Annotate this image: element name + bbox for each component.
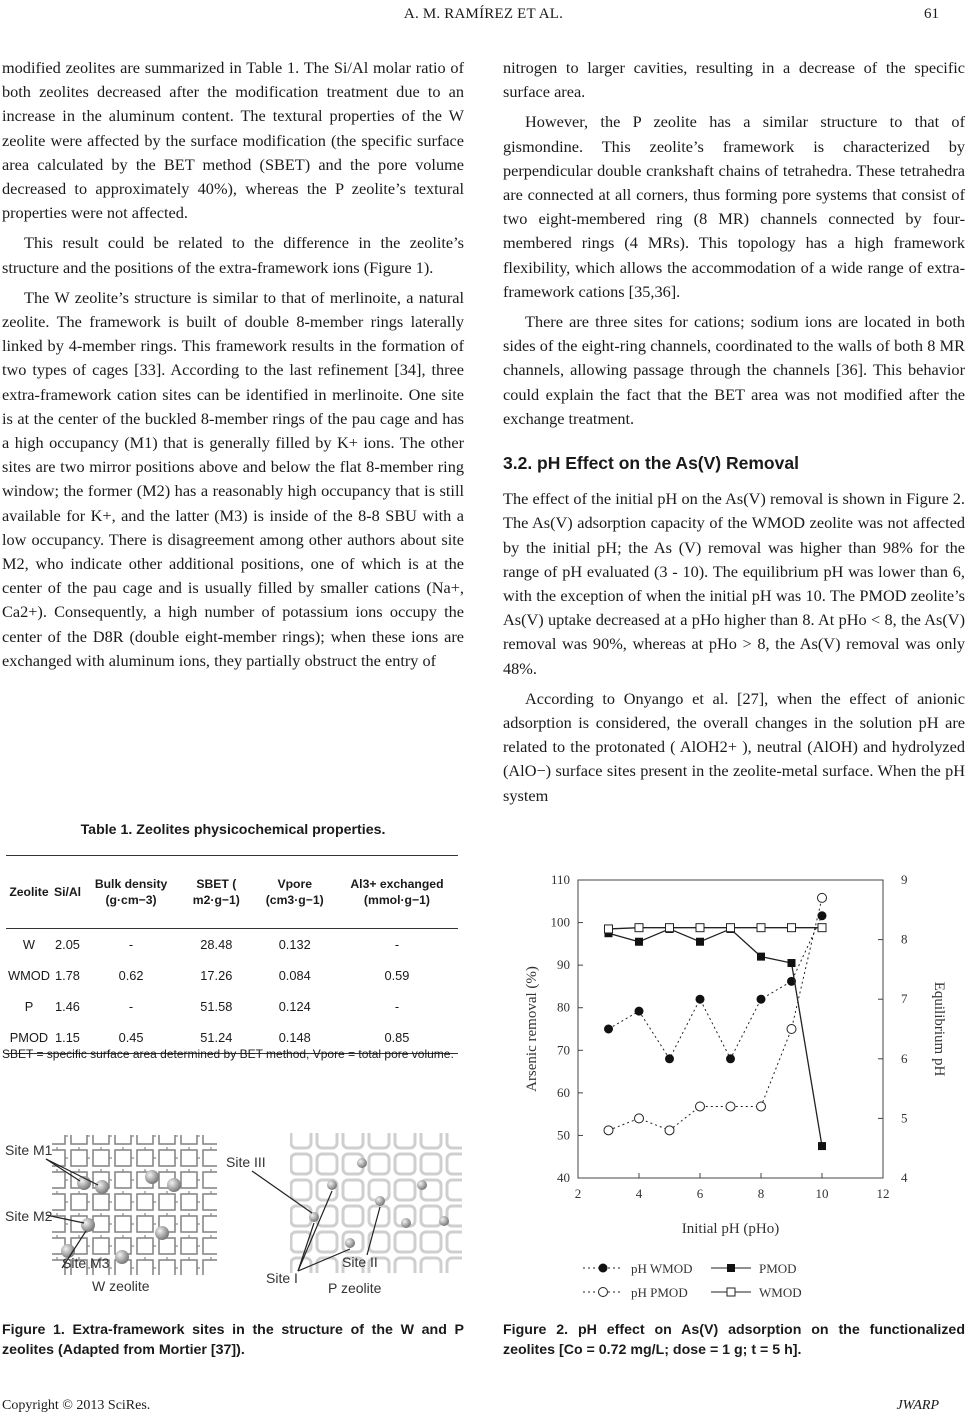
table-cell: 1.15 (52, 1022, 83, 1054)
data-point (757, 953, 765, 961)
data-point (726, 1054, 735, 1063)
column-header: Bulk density (g·cm−3) (83, 856, 179, 929)
journal-name: JWARP (896, 1398, 939, 1413)
legend-label: WMOD (759, 1285, 802, 1300)
y2-tick-label: 8 (901, 931, 908, 947)
legend-label: pH PMOD (631, 1285, 688, 1300)
left-column (2, 56, 464, 673)
table-cell: - (128, 999, 134, 1014)
y-tick-label: 90 (557, 957, 570, 973)
paragraph: modified zeolites are summarized in Table 1. The Si/Al molar ratio of both zeolites decreased after the modification treatment due to an increase in the aluminum content. The textural properties of the W zeolite were affected by the surface modification (the specific surface area calculated by the BET method (SBET) and the pore volume decreased to approximately 40%), whereas the P zeolite’s textural properties were not affected. (2, 58, 464, 223)
y-tick-label: 110 (550, 872, 570, 887)
table-cell: 51.58 (200, 999, 233, 1014)
column-header: Al3+ exchanged (mmol·g−1) (336, 856, 458, 929)
running-title: A. M. RAMÍREZ ET AL. (403, 6, 564, 22)
data-point (635, 924, 643, 932)
legend-marker (727, 1288, 735, 1296)
data-point (665, 1126, 674, 1135)
label-site-m2: Site M2 (5, 1208, 53, 1224)
figure-2-chart (503, 870, 965, 1310)
data-point (666, 924, 674, 932)
figure-1-caption: Figure 1. Extra-framework sites in the structure of the W and P zeolites (Adapted from Mortier [37]). (2, 1322, 464, 1358)
y-tick-label: 50 (557, 1127, 570, 1143)
legend-label: PMOD (759, 1261, 797, 1276)
label-w-zeolite: W zeolite (92, 1278, 150, 1294)
table-cell: 0.084 (278, 968, 311, 983)
y-tick-label: 80 (557, 999, 570, 1015)
y2-tick-label: 7 (901, 991, 908, 1007)
data-point (635, 1007, 644, 1016)
series-line (609, 916, 823, 1059)
table-cell: 0.45 (83, 1022, 179, 1054)
table-caption: Table 1. Zeolites physicochemical properties. (80, 822, 386, 838)
data-point (726, 1102, 735, 1111)
page-header (0, 6, 967, 32)
data-point (635, 1114, 644, 1123)
y2-tick-label: 5 (901, 1110, 908, 1126)
y2-tick-label: 9 (901, 872, 908, 887)
table-cell: 1.78 (55, 968, 80, 983)
label-site-m1: Site M1 (5, 1142, 53, 1158)
paragraph: This result could be related to the difference in the zeolite’s structure and the positions of the extra-framework ions (Figure 1). (2, 233, 464, 277)
data-point (604, 1126, 613, 1135)
y-tick-label: 60 (557, 1084, 570, 1100)
page-number: 61 (924, 6, 939, 22)
table-cell: 0.59 (384, 968, 410, 983)
table-cell: 2.05 (55, 937, 80, 952)
table-cell: 17.26 (200, 968, 233, 983)
data-point (757, 995, 766, 1004)
data-point (604, 1025, 613, 1034)
legend-marker (599, 1288, 608, 1297)
table-cell: W (22, 937, 36, 952)
y2-tick-label: 4 (901, 1170, 908, 1185)
y2-axis-label: Equilibrium pH (931, 981, 947, 1077)
x-axis-label: Initial pH (pHo) (681, 1221, 780, 1237)
legend-marker (727, 1264, 735, 1272)
y-tick-label: 100 (550, 914, 570, 930)
x-tick-label: 2 (574, 1186, 582, 1201)
data-point (818, 893, 827, 902)
data-point (665, 1054, 674, 1063)
table-cell: 0.124 (278, 999, 311, 1014)
column-header: SBET ( m2·g−1) (179, 856, 253, 929)
label-site-i: Site I (266, 1270, 298, 1286)
x-tick-label: 10 (815, 1186, 829, 1201)
data-point (727, 924, 735, 932)
table-cell: - (394, 937, 400, 952)
y2-tick-label: 6 (901, 1050, 908, 1066)
label-site-m3: Site M3 (62, 1255, 110, 1271)
data-point (818, 924, 826, 932)
zeolite-properties-table (6, 855, 458, 1054)
table-cell: 51.24 (179, 1022, 253, 1054)
figure-1-zeolite-structures (2, 1125, 464, 1305)
x-tick-label: 8 (757, 1186, 765, 1201)
table-row (6, 960, 458, 991)
y-tick-label: 40 (557, 1170, 570, 1185)
y-axis-label: Arsenic removal (%) (524, 966, 540, 1092)
y-tick-label: 70 (557, 1042, 570, 1058)
data-point (696, 1102, 705, 1111)
data-point (696, 924, 704, 932)
paragraph: However, the P zeolite has a similar structure to that of gismondine. This zeolite’s framework is characterized by perpendicular double crankshaft chains of tetrahedra. These tetrahedra are connected at all corners, thus forming pore systems that consist of two eight-membered ring (8 MR) channels connected by four-membered rings (4 MRs). This topology has a high framework flexibility, which allows the accommodation of a wide range of extra-framework cations [35,36]. (503, 112, 965, 301)
paragraph: There are three sites for cations; sodium ions are located in both sides of the eight-ring channels, coordinated to the walls of both 8 MR channels, allowing passage through the channels [36]. This behavior could explain the fact that the BET area was not modified after the exchange treatment. (503, 312, 965, 428)
paragraph: The effect of the initial pH on the As(V) removal is shown in Figure 2. The As(V) adsorption capacity of the WMOD zeolite was not affected by the initial pH; the As (V) removal was higher than 98% for the range of pH evaluated (3 - 10). The equilibrium pH was lower than 6, with the exception of when the initial pH was 10. The PMOD zeolite’s As(V) uptake decreased at a pHo higher than 8. At pHo < 8, the As(V) removal was 90%, whereas at pHo > 8, the As(V) removal was only 48%. (503, 489, 965, 678)
table-cell: 0.85 (336, 1022, 458, 1054)
data-point (787, 1025, 796, 1034)
x-tick-label: 4 (635, 1186, 643, 1201)
data-point (635, 938, 643, 946)
right-column (503, 56, 965, 808)
table-cell: 1.46 (55, 999, 80, 1014)
table-footnote: SBET = specific surface area determined by BET method, Vpore = total pore volume. (2, 1047, 454, 1061)
label-site-ii: Site II (342, 1254, 378, 1270)
table-header-row (6, 856, 458, 929)
copyright-notice: Copyright © 2013 SciRes. (2, 1398, 151, 1413)
column-header: Zeolite (6, 856, 52, 929)
paragraph: nitrogen to larger cavities, resulting in a decrease of the specific surface area. (503, 58, 965, 102)
x-tick-label: 6 (696, 1186, 704, 1201)
paragraph: The W zeolite’s structure is similar to that of merlinoite, a natural zeolite. The framework is built of double 8-member rings laterally linked by 4-member rings. This framework results in the formation of two types of cages [33]. According to the last refinement [34], three extra-framework cation sites can be identified in merlinoite. One site is at the center of the buckled 8-member rings of the pau cage and has a high occupancy (M1) that is generally filled by K+ ions. The other sites are two mirror positions above and below the flat 8-member ring window; the former (M2) has a reasonably high occupancy that is still available for K+, and the latter (M3) is inside of the 8-8 SBU with a low occupancy. There is disagreement among other authors about site M2, who indicate other additional positions, one of which is at the center of the pau cage and is usually filled by smaller cations (Na+, Ca2+). Consequently, a high number of potassium ions occupy the center of the D8R (double eight-member rings); when these ions are exchanged with aluminum ions, they partially obstruct the entry of (2, 287, 464, 670)
data-point (605, 925, 613, 933)
table-cell: P (24, 999, 34, 1014)
table-row (6, 991, 458, 1022)
table-row (6, 929, 458, 961)
table-cell: WMOD (8, 968, 50, 983)
figure-2-caption: Figure 2. pH effect on As(V) adsorption on the functionalized zeolites [Co = 0.72 mg/L; dose = 1 g; t = 5 h]. (503, 1322, 965, 1358)
x-tick-label: 12 (876, 1186, 890, 1201)
table-cell: 0.148 (254, 1022, 336, 1054)
label-site-iii: Site III (226, 1154, 266, 1170)
legend-label: pH WMOD (631, 1261, 693, 1276)
table-cell: - (394, 999, 400, 1014)
column-header: Si/Al (52, 856, 83, 929)
data-point (696, 938, 704, 946)
label-p-zeolite: P zeolite (328, 1280, 382, 1296)
table-cell: 28.48 (200, 937, 233, 952)
data-point (788, 924, 796, 932)
table-cell: PMOD (6, 1022, 52, 1054)
column-header: Vpore (cm3·g−1) (254, 856, 336, 929)
data-point (818, 1142, 826, 1150)
table-cell: 0.132 (278, 937, 311, 952)
data-point (757, 924, 765, 932)
data-point (818, 911, 827, 920)
paragraph: According to Onyango et al. [27], when the effect of anionic adsorption is considered, the overall changes in the solution pH are related to the protonated ( AlOH2+ ), neutral (AlOH) and hydrolyzed (AlO−) surface sites present in the zeolite-metal surface. When the pH system (503, 688, 965, 805)
table-cell: 0.62 (118, 968, 144, 983)
w-zeolite-framework (52, 1135, 217, 1275)
table-cell: - (128, 937, 134, 952)
data-point (696, 995, 705, 1004)
p-zeolite-framework (290, 1133, 462, 1273)
section-heading: 3.2. pH Effect on the As(V) Removal (503, 453, 799, 474)
data-point (757, 1102, 766, 1111)
data-point (788, 959, 796, 967)
legend-marker (599, 1264, 608, 1273)
